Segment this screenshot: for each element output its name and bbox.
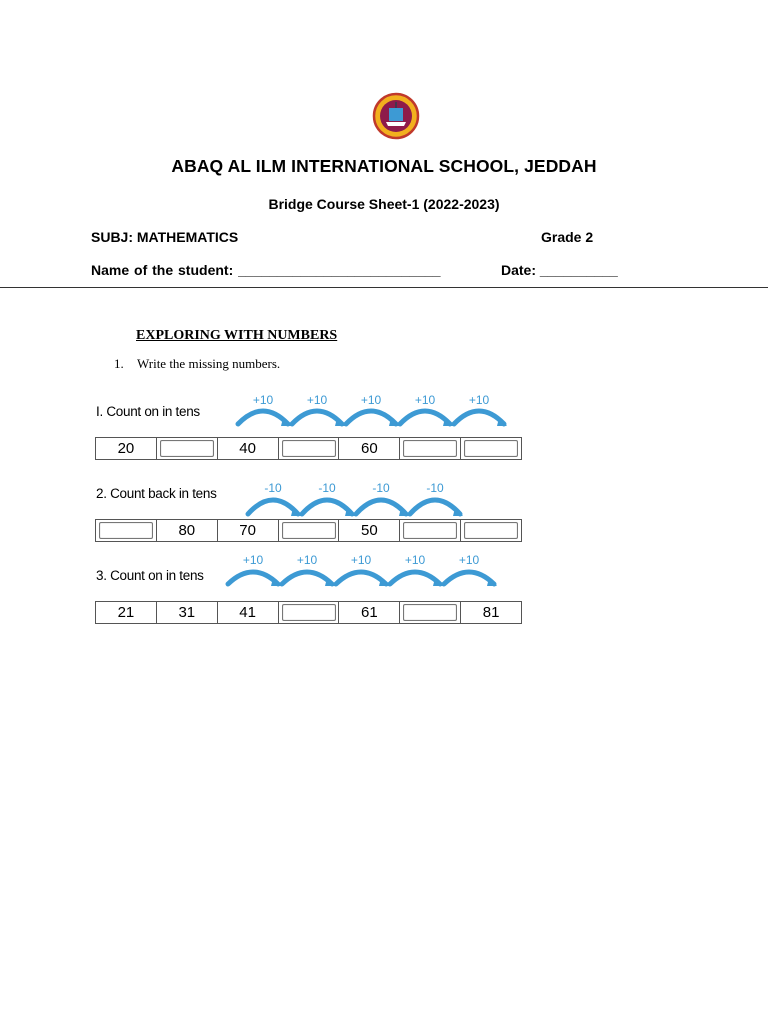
section-title: EXPLORING WITH NUMBERS <box>136 328 338 343</box>
sheet-title: Bridge Course Sheet-1 (2022-2023) <box>268 196 500 212</box>
exercise-1-label: I. Count on in tens <box>96 404 200 419</box>
answer-box[interactable] <box>464 440 518 457</box>
number-value: 70 <box>239 522 256 539</box>
question-number: 1. <box>114 356 124 371</box>
date-field[interactable]: Date: __________ <box>501 262 618 278</box>
exercise-2-row <box>95 519 522 542</box>
step-label: +10 <box>404 553 426 567</box>
answer-box[interactable] <box>403 522 457 539</box>
jump-arc <box>248 500 298 514</box>
answer-box[interactable] <box>282 440 336 457</box>
jump-arc <box>356 500 406 514</box>
number-value: 60 <box>361 440 378 457</box>
step-label: +10 <box>242 553 264 567</box>
number-cell <box>218 438 279 459</box>
divider <box>0 287 768 288</box>
number-value: 21 <box>117 604 135 621</box>
answer-cell[interactable] <box>461 438 521 459</box>
grade-label: Grade 2 <box>541 229 594 245</box>
number-value: 61 <box>361 604 378 621</box>
answer-box[interactable] <box>403 604 457 621</box>
answer-cell[interactable] <box>400 520 461 541</box>
step-label: +10 <box>414 393 436 407</box>
student-name-field[interactable]: Name of the student: __________________________ <box>91 262 441 278</box>
step-label: -10 <box>318 481 336 495</box>
number-cell <box>218 520 279 541</box>
school-crest-icon <box>372 92 420 140</box>
question <box>114 356 280 372</box>
number-cell <box>96 438 157 459</box>
exercise-2-label: 2. Count back in tens <box>96 486 217 501</box>
question-text: Write the missing numbers. <box>137 356 281 371</box>
number-cell <box>339 602 400 623</box>
number-value: 41 <box>239 604 256 621</box>
answer-cell[interactable] <box>400 602 461 623</box>
jump-arc <box>410 500 460 514</box>
answer-box[interactable] <box>282 522 336 539</box>
number-value: 80 <box>178 522 196 539</box>
exercise-1-row <box>95 437 522 460</box>
answer-cell[interactable] <box>157 438 218 459</box>
number-cell <box>218 602 279 623</box>
jump-arc <box>346 411 396 424</box>
jump-arc <box>228 572 278 584</box>
jump-arc <box>390 572 440 584</box>
step-label: +10 <box>458 553 480 567</box>
jump-arc <box>454 411 504 424</box>
number-cell <box>157 520 218 541</box>
jump-arc <box>302 500 352 514</box>
step-label: +10 <box>296 553 318 567</box>
number-cell <box>339 520 400 541</box>
number-value: 20 <box>117 440 135 457</box>
number-cell <box>157 602 218 623</box>
answer-cell[interactable] <box>400 438 461 459</box>
exercise-1-arcs <box>230 392 520 432</box>
answer-box[interactable] <box>403 440 457 457</box>
step-label: +10 <box>360 393 382 407</box>
exercise-3-arcs <box>220 550 520 590</box>
exercise-3-row <box>95 601 522 624</box>
step-label: -10 <box>372 481 390 495</box>
step-label: +10 <box>468 393 490 407</box>
exercise-3-label: 3. Count on in tens <box>96 568 204 583</box>
number-value: 81 <box>482 604 500 621</box>
step-label: +10 <box>252 393 274 407</box>
school-name: ABAQ AL ILM INTERNATIONAL SCHOOL, JEDDAH <box>171 156 597 176</box>
jump-arc <box>400 411 450 424</box>
answer-cell[interactable] <box>279 602 340 623</box>
jump-arc <box>336 572 386 584</box>
exercise-2-arcs <box>240 478 470 518</box>
jump-arc <box>292 411 342 424</box>
number-value: 40 <box>239 440 256 457</box>
step-label: +10 <box>306 393 328 407</box>
jump-arc <box>282 572 332 584</box>
subject-label: SUBJ: MATHEMATICS <box>91 229 239 245</box>
number-value: 50 <box>361 522 378 539</box>
step-label: -10 <box>264 481 282 495</box>
answer-box[interactable] <box>282 604 336 621</box>
number-cell <box>96 602 157 623</box>
step-label: -10 <box>426 481 444 495</box>
number-cell <box>339 438 400 459</box>
answer-cell[interactable] <box>96 520 157 541</box>
answer-box[interactable] <box>464 522 518 539</box>
jump-arc <box>238 411 288 424</box>
answer-cell[interactable] <box>461 520 521 541</box>
answer-box[interactable] <box>99 522 153 539</box>
step-label: +10 <box>350 553 372 567</box>
answer-box[interactable] <box>160 440 214 457</box>
answer-cell[interactable] <box>279 520 340 541</box>
number-value: 31 <box>178 604 196 621</box>
number-cell <box>461 602 521 623</box>
answer-cell[interactable] <box>279 438 340 459</box>
jump-arc <box>444 572 494 584</box>
